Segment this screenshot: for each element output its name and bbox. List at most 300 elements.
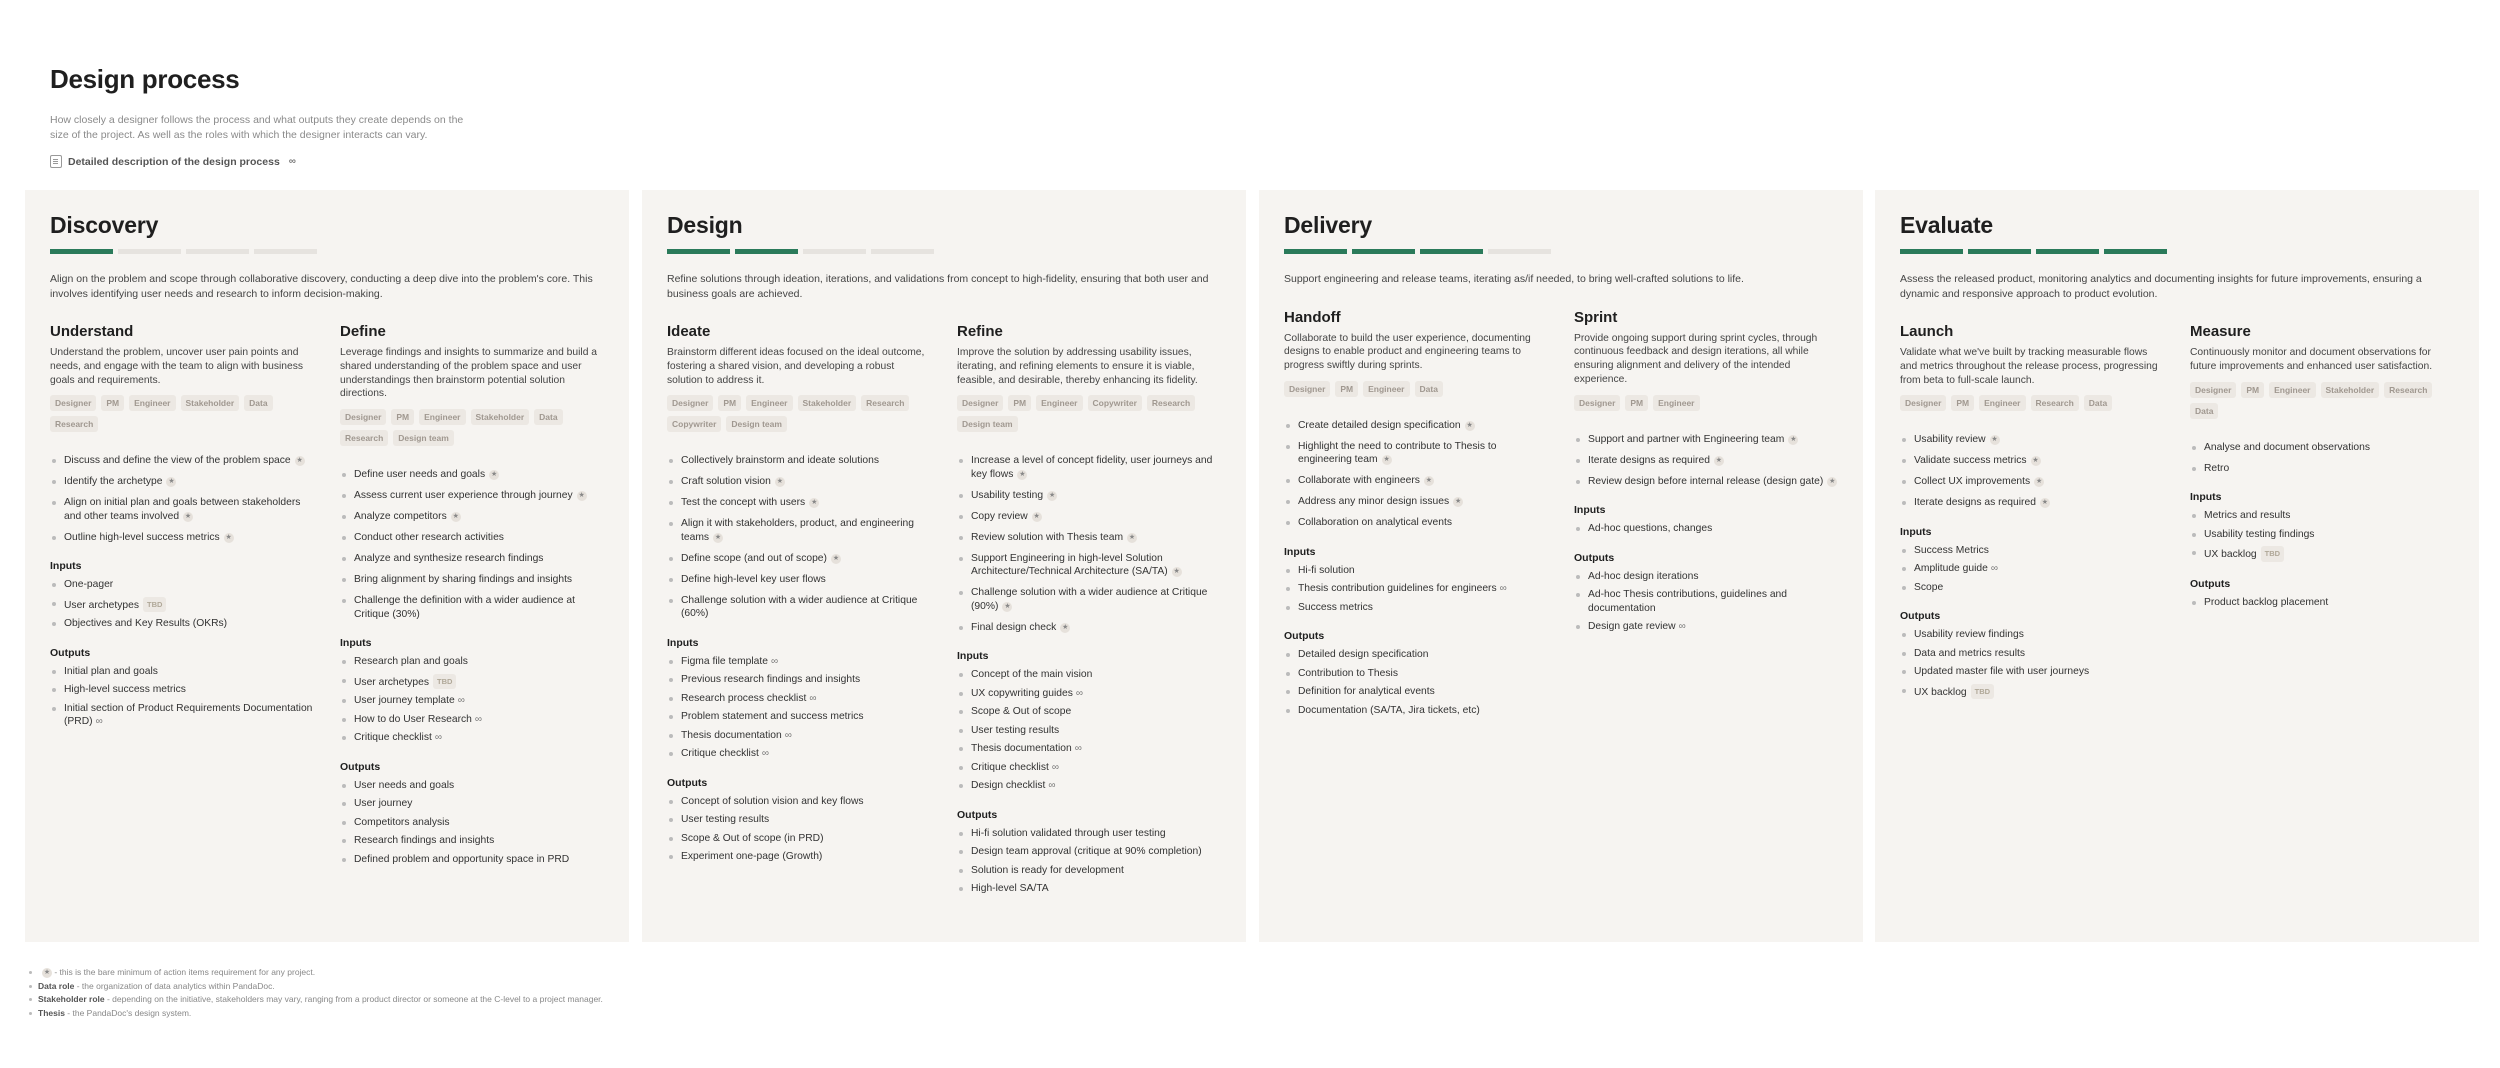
- stage-ideate: [667, 323, 931, 901]
- tbd-badge: TBD: [1971, 684, 1994, 700]
- outputs-label: Outputs: [1574, 551, 1615, 564]
- required-star-icon: ★: [2032, 457, 2039, 465]
- outputs-list: [1284, 648, 1548, 717]
- stage-description: Leverage findings and insights to summarize and build a shared understanding of the problem space and user understandings then brainstorm potential solution directions.: [340, 347, 598, 400]
- input-item: Research plan and goals: [340, 655, 604, 669]
- stage-refine: [957, 323, 1221, 901]
- required-star-icon: ★: [2036, 478, 2043, 486]
- link-icon: ∞: [1048, 780, 1056, 792]
- link-icon: ∞: [434, 732, 442, 744]
- progress-segment: [1284, 249, 1347, 254]
- link-icon: ∞: [288, 156, 296, 167]
- stage-understand: [50, 323, 314, 871]
- role-tag: PM: [718, 395, 741, 411]
- role-tag: Stakeholder: [181, 395, 240, 411]
- footnote-term: Stakeholder role: [38, 994, 105, 1004]
- role-tag: Designer: [1900, 395, 1946, 411]
- stage-title: Sprint: [1574, 308, 1618, 326]
- role-tag: Research: [50, 416, 98, 432]
- inputs-list: [2190, 509, 2454, 562]
- outputs-list: [1574, 570, 1838, 634]
- action-item: Collaborate with engineers ★: [1284, 474, 1548, 488]
- progress-segment: [186, 249, 249, 254]
- action-item: Align on initial plan and goals between stakeholders and other teams involved ★: [50, 496, 314, 523]
- output-item[interactable]: Design gate review ∞: [1574, 620, 1838, 634]
- action-item: Assess current user experience through journey ★: [340, 489, 604, 503]
- action-item: Address any minor design issues ★: [1284, 495, 1548, 509]
- progress-segment: [2104, 249, 2167, 254]
- output-item: Contribution to Thesis: [1284, 667, 1548, 681]
- inputs-label: Inputs: [2190, 491, 2222, 504]
- progress-segment: [2036, 249, 2099, 254]
- progress-segment: [1968, 249, 2031, 254]
- progress-segment: [871, 249, 934, 254]
- required-star-icon: ★: [43, 969, 51, 976]
- required-star-icon: ★: [490, 471, 498, 479]
- required-star-icon: ★: [1466, 421, 1473, 429]
- required-star-icon: ★: [1425, 477, 1433, 485]
- link-icon: ∞: [1075, 687, 1084, 699]
- required-star-icon: ★: [578, 492, 585, 500]
- action-item: Analyze competitors ★: [340, 510, 604, 524]
- stage-handoff: [1284, 309, 1548, 723]
- role-tags: [1574, 395, 1838, 411]
- outputs-list: [667, 795, 931, 864]
- action-item: Challenge solution with a wider audience at Critique (60%): [667, 594, 931, 621]
- link-icon: ∞: [761, 748, 769, 760]
- output-item: Hi-fi solution validated through user testing: [957, 827, 1221, 841]
- action-item: Identify the archetype ★: [50, 475, 314, 489]
- role-tag: Designer: [340, 409, 386, 425]
- stage-title: Understand: [50, 323, 134, 340]
- outputs-list: [1900, 628, 2164, 699]
- action-item: Craft solution vision ★: [667, 475, 931, 489]
- design-process-link[interactable]: [50, 155, 650, 168]
- link-icon: ∞: [457, 695, 465, 707]
- action-item: Increase a level of concept fidelity, user journeys and key flows ★: [957, 454, 1221, 481]
- required-star-icon: ★: [1173, 568, 1180, 576]
- output-item: Data and metrics results: [1900, 647, 2164, 661]
- progress-segment: [1900, 249, 1963, 254]
- role-tag: Engineer: [419, 409, 465, 425]
- phase-progress: [667, 249, 1221, 254]
- output-item: High-level success metrics: [50, 683, 314, 697]
- role-tag: Data: [2084, 395, 2112, 411]
- input-item: Objectives and Key Results (OKRs): [50, 617, 314, 631]
- required-star-icon: ★: [1128, 533, 1136, 541]
- progress-segment: [667, 249, 730, 254]
- outputs-label: Outputs: [1900, 610, 1941, 623]
- input-item: Problem statement and success metrics: [667, 710, 931, 724]
- inputs-list: [1900, 544, 2164, 595]
- output-item: User needs and goals: [340, 779, 604, 793]
- output-item: Documentation (SA/TA, Jira tickets, etc): [1284, 704, 1548, 718]
- inputs-list: [340, 655, 604, 745]
- progress-segment: [735, 249, 798, 254]
- required-star-icon: ★: [832, 554, 840, 562]
- outputs-label: Outputs: [50, 646, 91, 659]
- input-item: User archetypes TBD: [340, 674, 604, 690]
- action-item: Collaboration on analytical events: [1284, 516, 1548, 530]
- input-item: Metrics and results: [2190, 509, 2454, 523]
- footnote: Thesis - the PandaDoc's design system.: [28, 1007, 603, 1021]
- role-tag: PM: [2241, 382, 2264, 398]
- role-tag: PM: [1008, 395, 1031, 411]
- input-item[interactable]: How to do User Research ∞: [340, 713, 604, 727]
- action-items: [50, 454, 314, 544]
- inputs-label: Inputs: [1900, 525, 1932, 538]
- role-tag: Copywriter: [1088, 395, 1142, 411]
- input-item[interactable]: User journey template ∞: [340, 694, 604, 708]
- action-item: Support and partner with Engineering team ★: [1574, 433, 1838, 447]
- input-item[interactable]: Critique checklist ∞: [667, 747, 931, 761]
- role-tag: Copywriter: [667, 416, 721, 432]
- action-item: Review design before internal release (design gate) ★: [1574, 475, 1838, 489]
- phase-stages: [667, 323, 1221, 901]
- role-tag: Design team: [726, 416, 787, 432]
- input-item[interactable]: Amplitude guide ∞: [1900, 562, 2164, 576]
- input-item[interactable]: Research process checklist ∞: [667, 692, 931, 706]
- tbd-badge: TBD: [433, 674, 456, 690]
- stage-title: Launch: [1900, 323, 1954, 340]
- role-tag: Engineer: [1363, 381, 1409, 397]
- role-tag: PM: [391, 409, 414, 425]
- output-item: Scope & Out of scope (in PRD): [667, 832, 931, 846]
- inputs-label: Inputs: [1574, 504, 1606, 517]
- action-item: Align it with stakeholders, product, and engineering teams ★: [667, 517, 931, 544]
- footnote: ★ - this is the bare minimum of action items requirement for any project.: [28, 966, 603, 980]
- role-tag: Designer: [1284, 381, 1330, 397]
- input-item[interactable]: Thesis documentation ∞: [667, 729, 931, 743]
- action-item: Outline high-level success metrics ★: [50, 531, 314, 545]
- action-item: Iterate designs as required ★: [1900, 496, 2164, 510]
- inputs-list: [1284, 564, 1548, 615]
- action-item: Copy review ★: [957, 510, 1221, 524]
- role-tag: Engineer: [1036, 395, 1082, 411]
- phase-progress: [50, 249, 604, 254]
- action-item: Usability review ★: [1900, 433, 2164, 447]
- action-item: Collectively brainstorm and ideate solutions: [667, 454, 931, 468]
- inputs-label: Inputs: [50, 560, 82, 573]
- input-item[interactable]: UX copywriting guides ∞: [957, 687, 1221, 701]
- output-item: Ad-hoc design iterations: [1574, 570, 1838, 584]
- stage-title: Measure: [2190, 323, 2251, 340]
- output-item: User journey: [340, 797, 604, 811]
- required-star-icon: ★: [811, 499, 818, 507]
- stage-description: Brainstorm different ideas focused on the ideal outcome, fostering a shared vision, and developing a robust solution to address it.: [667, 347, 925, 386]
- output-item: Solution is ready for development: [957, 864, 1221, 878]
- outputs-label: Outputs: [340, 760, 381, 773]
- input-item[interactable]: Critique checklist ∞: [957, 761, 1221, 775]
- inputs-list: [1574, 522, 1838, 536]
- footnote: Data role - the organization of data analytics within PandaDoc.: [28, 980, 603, 994]
- phase-description: Align on the problem and scope through collaborative discovery, conducting a deep dive into the problem's core. This involves identifying user needs and research to inform decision-making.: [50, 273, 593, 300]
- role-tag: PM: [1335, 381, 1358, 397]
- input-item: Hi-fi solution: [1284, 564, 1548, 578]
- page-subtitle: How closely a designer follows the process and what outputs they create depends on the size of the project. As well as the roles with which the designer interacts can vary.: [50, 114, 464, 141]
- input-item[interactable]: Design checklist ∞: [957, 779, 1221, 793]
- action-item: Define scope (and out of scope) ★: [667, 552, 931, 566]
- role-tags: [1284, 381, 1548, 397]
- output-item: Competitors analysis: [340, 816, 604, 830]
- action-items: [1574, 433, 1838, 489]
- role-tag: PM: [101, 395, 124, 411]
- phase-stages: [1284, 309, 1838, 723]
- link-icon: ∞: [1678, 621, 1686, 633]
- required-star-icon: ★: [184, 512, 192, 520]
- output-item: Concept of solution vision and key flows: [667, 795, 931, 809]
- phase-title: Discovery: [50, 212, 159, 238]
- output-item: Product backlog placement: [2190, 596, 2454, 610]
- phase-description: Assess the released product, monitoring analytics and documenting insights for future improvements, ensuring a dynamic and responsive approach to product evolution.: [1900, 273, 2422, 300]
- action-items: [340, 468, 604, 621]
- footnote: Stakeholder role - depending on the initiative, stakeholders may vary, ranging from a product director or someone at the C-level to a project manager.: [28, 993, 603, 1007]
- required-star-icon: ★: [1383, 456, 1390, 464]
- link-icon: ∞: [784, 729, 792, 741]
- input-item: User archetypes TBD: [50, 597, 314, 613]
- input-item: One-pager: [50, 578, 314, 592]
- required-star-icon: ★: [776, 478, 783, 486]
- stage-description: Improve the solution by addressing usability issues, iterating, and refining elements to ensure it is viable, feasible, and desirable, thereby enhancing its fidelity.: [957, 347, 1198, 386]
- input-item[interactable]: Thesis documentation ∞: [957, 742, 1221, 756]
- stage-sprint: [1574, 309, 1838, 723]
- phase-progress: [1900, 249, 2454, 254]
- role-tag: Stakeholder: [471, 409, 530, 425]
- input-item: Usability testing findings: [2190, 528, 2454, 542]
- action-item: Highlight the need to contribute to Thesis to engineering team ★: [1284, 440, 1548, 467]
- stage-launch: [1900, 323, 2164, 704]
- output-item: User testing results: [667, 813, 931, 827]
- role-tags: [2190, 382, 2454, 419]
- action-items: [957, 454, 1221, 634]
- phase-design: [642, 190, 1246, 942]
- action-item: Conduct other research activities: [340, 531, 604, 545]
- footnote-term: Data role: [38, 980, 75, 991]
- progress-segment: [118, 249, 181, 254]
- action-item: Usability testing ★: [957, 489, 1221, 503]
- input-item: Scope & Out of scope: [957, 705, 1221, 719]
- link-icon: ∞: [1074, 743, 1082, 755]
- output-item: Detailed design specification: [1284, 648, 1548, 662]
- tbd-badge: TBD: [143, 597, 166, 613]
- required-star-icon: ★: [714, 533, 722, 541]
- progress-segment: [803, 249, 866, 254]
- action-item: Retro: [2190, 462, 2454, 476]
- role-tag: Data: [244, 395, 272, 411]
- role-tag: Designer: [957, 395, 1003, 411]
- output-item: Research findings and insights: [340, 834, 604, 848]
- action-items: [2190, 441, 2454, 476]
- output-item: Usability review findings: [1900, 628, 2164, 642]
- action-item: Create detailed design specification ★: [1284, 419, 1548, 433]
- input-item: Concept of the main vision: [957, 668, 1221, 682]
- action-item: Final design check ★: [957, 621, 1221, 635]
- role-tags: [340, 409, 604, 446]
- action-item: Challenge the definition with a wider audience at Critique (30%): [340, 594, 604, 621]
- input-item: Ad-hoc questions, changes: [1574, 522, 1838, 536]
- link-icon: ∞: [1051, 761, 1059, 773]
- role-tag: Designer: [1574, 395, 1620, 411]
- input-item: User testing results: [957, 724, 1221, 738]
- required-star-icon: ★: [2041, 499, 2049, 507]
- phase-stages: [50, 323, 604, 871]
- action-item: Challenge solution with a wider audience at Critique (90%) ★: [957, 586, 1221, 613]
- required-star-icon: ★: [452, 513, 459, 521]
- stage-title: Ideate: [667, 323, 711, 340]
- output-item: UX backlog TBD: [1900, 684, 2164, 700]
- stage-title: Handoff: [1284, 308, 1341, 326]
- required-star-icon: ★: [1991, 436, 1998, 444]
- outputs-list: [2190, 596, 2454, 610]
- tbd-badge: TBD: [2261, 546, 2284, 562]
- phase-progress: [1284, 249, 1838, 254]
- output-item[interactable]: Initial section of Product Requirements Documentation (PRD) ∞: [50, 702, 314, 729]
- progress-segment: [50, 249, 113, 254]
- role-tag: Engineer: [2269, 382, 2315, 398]
- input-item[interactable]: Critique checklist ∞: [340, 731, 604, 745]
- inputs-label: Inputs: [340, 637, 372, 650]
- role-tag: Research: [2384, 382, 2432, 398]
- role-tag: Stakeholder: [2321, 382, 2380, 398]
- progress-segment: [1352, 249, 1415, 254]
- inputs-label: Inputs: [667, 636, 699, 649]
- role-tag: Research: [340, 430, 388, 446]
- action-item: Analyse and document observations: [2190, 441, 2454, 455]
- action-item: Bring alignment by sharing findings and insights: [340, 573, 604, 587]
- role-tags: [1900, 395, 2164, 411]
- input-item: Scope: [1900, 581, 2164, 595]
- required-star-icon: ★: [1715, 456, 1723, 464]
- required-star-icon: ★: [296, 457, 303, 465]
- action-item: Analyze and synthesize research findings: [340, 552, 604, 566]
- link-icon: ∞: [1990, 563, 1998, 575]
- outputs-label: Outputs: [957, 808, 998, 821]
- link-icon: ∞: [771, 655, 779, 667]
- page-header: [50, 64, 650, 168]
- phase-title: Delivery: [1284, 212, 1372, 238]
- action-item: Define user needs and goals ★: [340, 468, 604, 482]
- role-tag: Data: [534, 409, 562, 425]
- progress-segment: [1420, 249, 1483, 254]
- stage-define: [340, 323, 604, 871]
- stage-description: Provide ongoing support during sprint cycles, through continuous feedback and design iterations, all while ensuring alignment and delivery of the intended experience.: [1574, 332, 1818, 385]
- action-items: [1284, 419, 1548, 530]
- outputs-list: [50, 665, 314, 729]
- action-item: Test the concept with users ★: [667, 496, 931, 510]
- input-item: Success Metrics: [1900, 544, 2164, 558]
- link-icon: ∞: [809, 692, 817, 704]
- action-item: Define high-level key user flows: [667, 573, 931, 587]
- phase-description: Support engineering and release teams, iterating as/if needed, to bring well-crafted solutions to life.: [1284, 273, 1744, 285]
- role-tag: Data: [2190, 403, 2218, 419]
- role-tag: Engineer: [129, 395, 175, 411]
- phase-evaluate: [1875, 190, 2479, 942]
- role-tag: Stakeholder: [798, 395, 857, 411]
- required-star-icon: ★: [168, 478, 175, 486]
- action-item: Discuss and define the view of the problem space ★: [50, 454, 314, 468]
- role-tag: Engineer: [746, 395, 792, 411]
- required-star-icon: ★: [1004, 602, 1011, 610]
- outputs-label: Outputs: [1284, 630, 1325, 643]
- outputs-label: Outputs: [2190, 577, 2231, 590]
- role-tags: [667, 395, 931, 432]
- link-icon: ∞: [95, 716, 103, 728]
- progress-segment: [1488, 249, 1551, 254]
- role-tag: PM: [1951, 395, 1974, 411]
- stage-description: Continuously monitor and document observations for future improvements and enhanced user satisfaction.: [2190, 347, 2433, 372]
- required-star-icon: ★: [1019, 470, 1026, 478]
- outputs-label: Outputs: [667, 776, 708, 789]
- output-item: Defined problem and opportunity space in PRD: [340, 853, 604, 867]
- input-item[interactable]: Figma file template ∞: [667, 655, 931, 669]
- action-item: Iterate designs as required ★: [1574, 454, 1838, 468]
- action-items: [667, 454, 931, 621]
- phase-delivery: [1259, 190, 1863, 942]
- outputs-list: [957, 827, 1221, 896]
- input-item: Previous research findings and insights: [667, 673, 931, 687]
- inputs-label: Inputs: [1284, 545, 1316, 558]
- output-item: Design team approval (critique at 90% completion): [957, 845, 1221, 859]
- required-star-icon: ★: [1033, 512, 1040, 520]
- role-tag: Data: [1415, 381, 1443, 397]
- stage-title: Refine: [957, 323, 1003, 340]
- action-item: Collect UX improvements ★: [1900, 475, 2164, 489]
- phase-title: Evaluate: [1900, 212, 1994, 238]
- inputs-list: [50, 578, 314, 631]
- role-tag: Designer: [50, 395, 96, 411]
- input-item: UX backlog TBD: [2190, 546, 2454, 562]
- role-tag: Research: [861, 395, 909, 411]
- role-tag: Research: [2031, 395, 2079, 411]
- role-tag: Designer: [2190, 382, 2236, 398]
- design-process-link-label[interactable]: Detailed description of the design process: [68, 155, 280, 168]
- required-star-icon: ★: [1062, 623, 1069, 631]
- stage-description: Collaborate to build the user experience, documenting designs to enable product and engineering teams to progress swiftly during sprints.: [1284, 332, 1531, 372]
- outputs-list: [340, 779, 604, 867]
- required-star-icon: ★: [1829, 477, 1836, 485]
- phase-stages: [1900, 323, 2454, 704]
- stage-description: Understand the problem, uncover user pain points and needs, and engage with the team to align with business goals and requirements.: [50, 347, 304, 386]
- phase-description: Refine solutions through ideation, iterations, and validations from concept to high-fidelity, ensuring that both user and business goals are achieved.: [667, 273, 1209, 300]
- role-tag: Design team: [393, 430, 454, 446]
- role-tag: Design team: [957, 416, 1018, 432]
- output-item: High-level SA/TA: [957, 882, 1221, 896]
- inputs-label: Inputs: [957, 650, 989, 663]
- footnote-term: Thesis: [38, 1007, 65, 1018]
- stage-description: Validate what we've built by tracking measurable flows and metrics throughout the release process, progressing from beta to full-scale launch.: [1900, 347, 2158, 386]
- action-item: Review solution with Thesis team ★: [957, 531, 1221, 545]
- role-tag: PM: [1625, 395, 1648, 411]
- progress-segment: [254, 249, 317, 254]
- role-tag: Research: [1147, 395, 1195, 411]
- action-item: Validate success metrics ★: [1900, 454, 2164, 468]
- role-tags: [50, 395, 314, 432]
- link-icon: ∞: [1499, 583, 1507, 595]
- required-star-icon: ★: [1048, 491, 1056, 499]
- document-icon: [50, 155, 62, 168]
- output-item: Definition for analytical events: [1284, 685, 1548, 699]
- role-tags: [957, 395, 1221, 432]
- stage-title: Define: [340, 323, 386, 340]
- required-star-icon: ★: [1454, 498, 1462, 506]
- footnotes: [28, 966, 603, 1020]
- output-item: Ad-hoc Thesis contributions, guidelines and documentation: [1574, 588, 1838, 615]
- action-items: [1900, 433, 2164, 510]
- input-item[interactable]: Thesis contribution guidelines for engineers ∞: [1284, 582, 1548, 596]
- stage-measure: [2190, 323, 2454, 704]
- required-star-icon: ★: [225, 533, 232, 541]
- inputs-list: [957, 668, 1221, 793]
